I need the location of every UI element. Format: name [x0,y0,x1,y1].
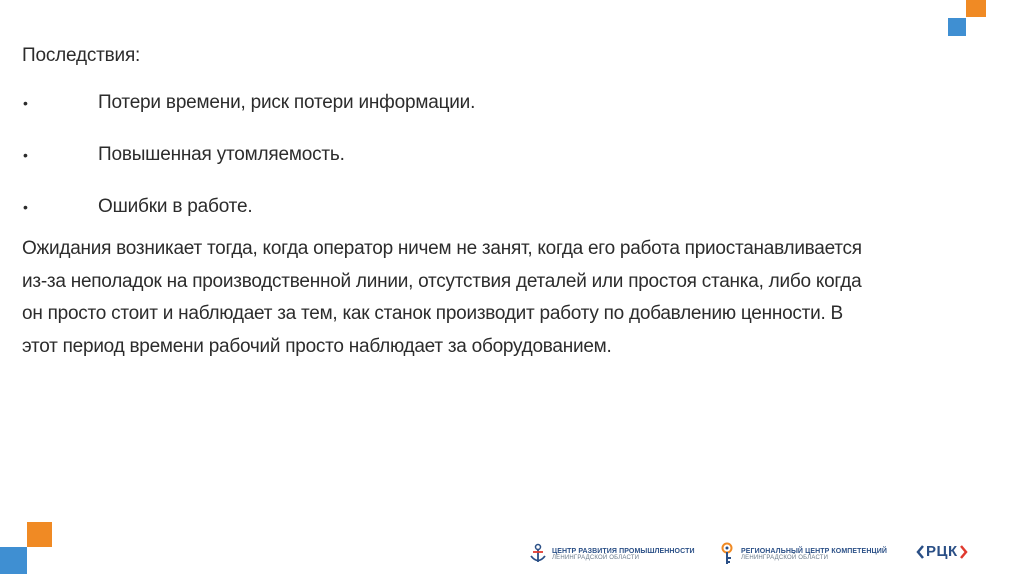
competence-center-title: РЕГИОНАЛЬНЫЙ ЦЕНТР КОМПЕТЕНЦИЙ [741,547,887,555]
corner-square-orange-top [966,0,986,17]
bullet-text: Повышенная утомляемость. [98,144,345,165]
left-chevron-icon [916,545,924,559]
slide-content [22,42,997,363]
paragraph-line: Ожидания возникает тогда, когда оператор ничем не занят, когда его работа приостанавливается [22,238,862,259]
waiting-paragraph [22,233,997,363]
bullet-marker: • [23,95,28,111]
bullet-item [22,193,997,221]
paragraph-line: он просто стоит и наблюдает за тем, как станок производит работу по добавлению ценности. В [22,303,843,324]
rck-logo-text: РЦК [926,543,958,560]
bullet-text: Ошибки в работе. [98,196,253,217]
paragraph-line: из-за неполадок на производственной линии, отсутствия деталей или простоя станка, либо когда [22,270,862,292]
footer-logos [514,534,1024,574]
bullet-marker: • [23,147,28,163]
competence-center-logo [719,542,887,566]
paragraph-line: этот период времени рабочий просто наблюдает за оборудованием. [22,335,612,357]
corner-square-orange-bottom [27,522,52,547]
industry-center-subtitle: ЛЕНИНГРАДСКОЙ ОБЛАСТИ [552,554,640,561]
consequences-heading: Последствия: [22,45,141,66]
corner-square-blue-top [948,18,966,36]
anchor-icon [528,543,548,565]
competence-center-subtitle: ЛЕНИНГРАДСКОЙ ОБЛАСТИ [741,554,829,561]
bullet-marker: • [23,199,28,215]
industry-center-logo [528,543,695,565]
bullet-text: Потери времени, риск потери информации. [98,92,476,113]
industry-center-title: ЦЕНТР РАЗВИТИЯ ПРОМЫШЛЕННОСТИ [552,547,695,555]
right-chevron-icon [960,545,968,559]
corner-square-blue-bottom [0,547,27,574]
bullet-item [22,141,997,169]
bullet-item [22,89,997,117]
rck-logo [916,543,968,560]
key-icon [719,542,737,566]
